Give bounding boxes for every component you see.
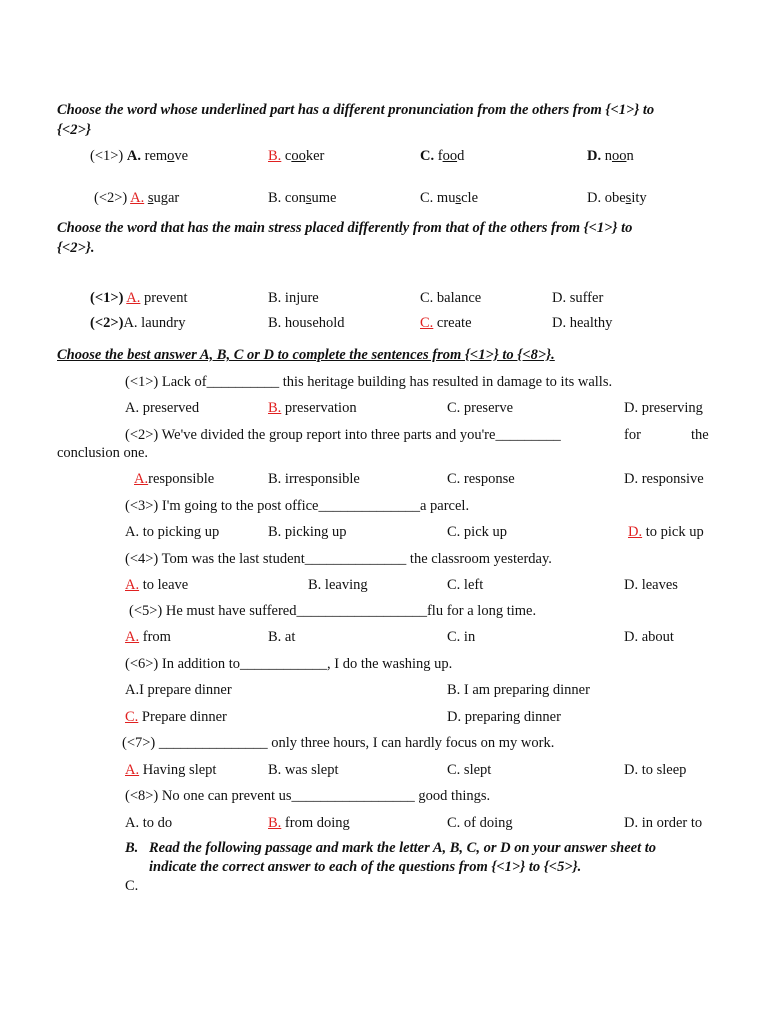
best-q5-stem: (<5>) He must have suffered__________________flu for a long time. xyxy=(129,603,537,619)
best-q7-stem: (<7>) _______________ only three hours, I can hardly focus on my work. xyxy=(122,735,555,751)
pronunciation-instruction-cont: {<2>} xyxy=(57,122,91,138)
best-q2-stem-for: for xyxy=(624,427,641,443)
pronunciation-instruction: Choose the word whose underlined part has a different pronunciation from the others from {<1>} to xyxy=(57,102,655,118)
stress-q2-option-b: B. household xyxy=(268,315,345,331)
best-q2-stem: (<2>) We've divided the group report into three parts and you're_________ xyxy=(125,427,561,443)
best-q7-option-c: C. slept xyxy=(447,762,492,778)
best-q2-option-a: A.responsible xyxy=(134,471,215,487)
best-q5-option-a: A. from xyxy=(125,629,171,645)
answer-mark: A. xyxy=(126,290,141,306)
pron-q2-option-c: C. muscle xyxy=(420,190,479,206)
pron-q1-option-c: C. food xyxy=(420,148,465,164)
answer-mark: A. xyxy=(130,190,145,206)
best-answer-instruction: Choose the best answer A, B, C or D to complete the sentences from {<1>} to {<8>}. xyxy=(57,347,555,363)
best-q3-option-a: A. to picking up xyxy=(125,524,220,540)
pron-q1-option-b: B. cooker xyxy=(268,148,325,164)
best-q1-option-b: B. preservation xyxy=(268,400,357,416)
best-q6-stem: (<6>) In addition to____________, I do the washing up. xyxy=(125,656,453,672)
best-q7-option-a: A. Having slept xyxy=(125,762,217,778)
best-q7-option-d: D. to sleep xyxy=(624,762,687,778)
pron-q1-option-d: D. noon xyxy=(587,148,634,164)
best-q1-option-d: D. preserving xyxy=(624,400,703,416)
stress-instruction: Choose the word that has the main stress placed differently from that of the others from {<1>} to xyxy=(57,220,633,236)
best-q2-option-d: D. responsive xyxy=(624,471,704,487)
answer-mark: A. xyxy=(125,629,140,645)
best-q1-option-c: C. preserve xyxy=(447,400,514,416)
best-q8-option-c: C. of doing xyxy=(447,815,513,831)
answer-mark: A. xyxy=(125,762,140,778)
best-q8-option-d: D. in order to xyxy=(624,815,703,831)
best-q2-stem-cont: conclusion one. xyxy=(57,445,149,461)
best-q5-option-b: B. at xyxy=(268,629,296,645)
best-q3-option-b: B. picking up xyxy=(268,524,347,540)
pron-q2-option-a: (<2>) A. sugar xyxy=(94,190,180,206)
stress-q2-option-a: (<2>)A. laundry xyxy=(90,315,186,331)
pron-q2-option-d: D. obesity xyxy=(587,190,647,206)
answer-mark: A. xyxy=(134,471,149,487)
answer-mark: B. xyxy=(268,400,282,416)
answer-mark: B. xyxy=(268,148,282,164)
best-q4-stem: (<4>) Tom was the last student______________ the classroom yesterday. xyxy=(125,551,552,567)
reading-item-c: C. xyxy=(125,878,139,894)
best-q6-option-a: A.I prepare dinner xyxy=(125,682,232,698)
best-q3-option-d: D. to pick up xyxy=(628,524,704,540)
best-q5-option-c: C. in xyxy=(447,629,476,645)
best-q8-option-a: A. to do xyxy=(125,815,173,831)
best-q5-option-d: D. about xyxy=(624,629,674,645)
best-q1-option-a: A. preserved xyxy=(125,400,200,416)
best-q1-stem: (<1>) Lack of__________ this heritage building has resulted in damage to its walls. xyxy=(125,374,613,390)
best-q8-option-b: B. from doing xyxy=(268,815,350,831)
best-q6-option-b: B. I am preparing dinner xyxy=(447,682,590,698)
best-q4-option-c: C. left xyxy=(447,577,484,593)
stress-q1-option-a: (<1>) A. prevent xyxy=(90,290,188,306)
answer-mark: B. xyxy=(268,815,282,831)
best-q3-option-c: C. pick up xyxy=(447,524,508,540)
stress-instruction-cont: {<2>}. xyxy=(57,240,95,256)
best-q4-option-a: A. to leave xyxy=(125,577,189,593)
answer-mark: C. xyxy=(420,315,434,331)
answer-mark: A. xyxy=(125,577,140,593)
answer-mark: D. xyxy=(628,524,643,540)
best-q3-stem: (<3>) I'm going to the post office______________a parcel. xyxy=(125,498,470,514)
reading-section-label: B. xyxy=(125,840,139,856)
stress-q1-option-b: B. injure xyxy=(268,290,319,306)
pron-q1-option-a: (<1>) A. remove xyxy=(90,148,189,164)
best-q8-stem: (<8>) No one can prevent us_________________ good things. xyxy=(125,788,491,804)
best-q6-option-c: C. Prepare dinner xyxy=(125,709,227,725)
best-q2-option-b: B. irresponsible xyxy=(268,471,360,487)
stress-q2-option-c: C. create xyxy=(420,315,472,331)
answer-mark: C. xyxy=(125,709,139,725)
reading-instruction-cont: indicate the correct answer to each of the questions from {<1>} to {<5>}. xyxy=(149,859,582,875)
stress-q1-option-c: C. balance xyxy=(420,290,482,306)
reading-instruction: Read the following passage and mark the letter A, B, C, or D on your answer sheet to xyxy=(149,840,657,856)
best-q2-stem-the: the xyxy=(691,427,709,443)
stress-q2-option-d: D. healthy xyxy=(552,315,613,331)
best-q6-option-d: D. preparing dinner xyxy=(447,709,561,725)
best-q4-option-b: B. leaving xyxy=(308,577,368,593)
best-q4-option-d: D. leaves xyxy=(624,577,678,593)
stress-q1-option-d: D. suffer xyxy=(552,290,604,306)
best-q2-option-c: C. response xyxy=(447,471,515,487)
pron-q2-option-b: B. consume xyxy=(268,190,337,206)
best-q7-option-b: B. was slept xyxy=(268,762,339,778)
